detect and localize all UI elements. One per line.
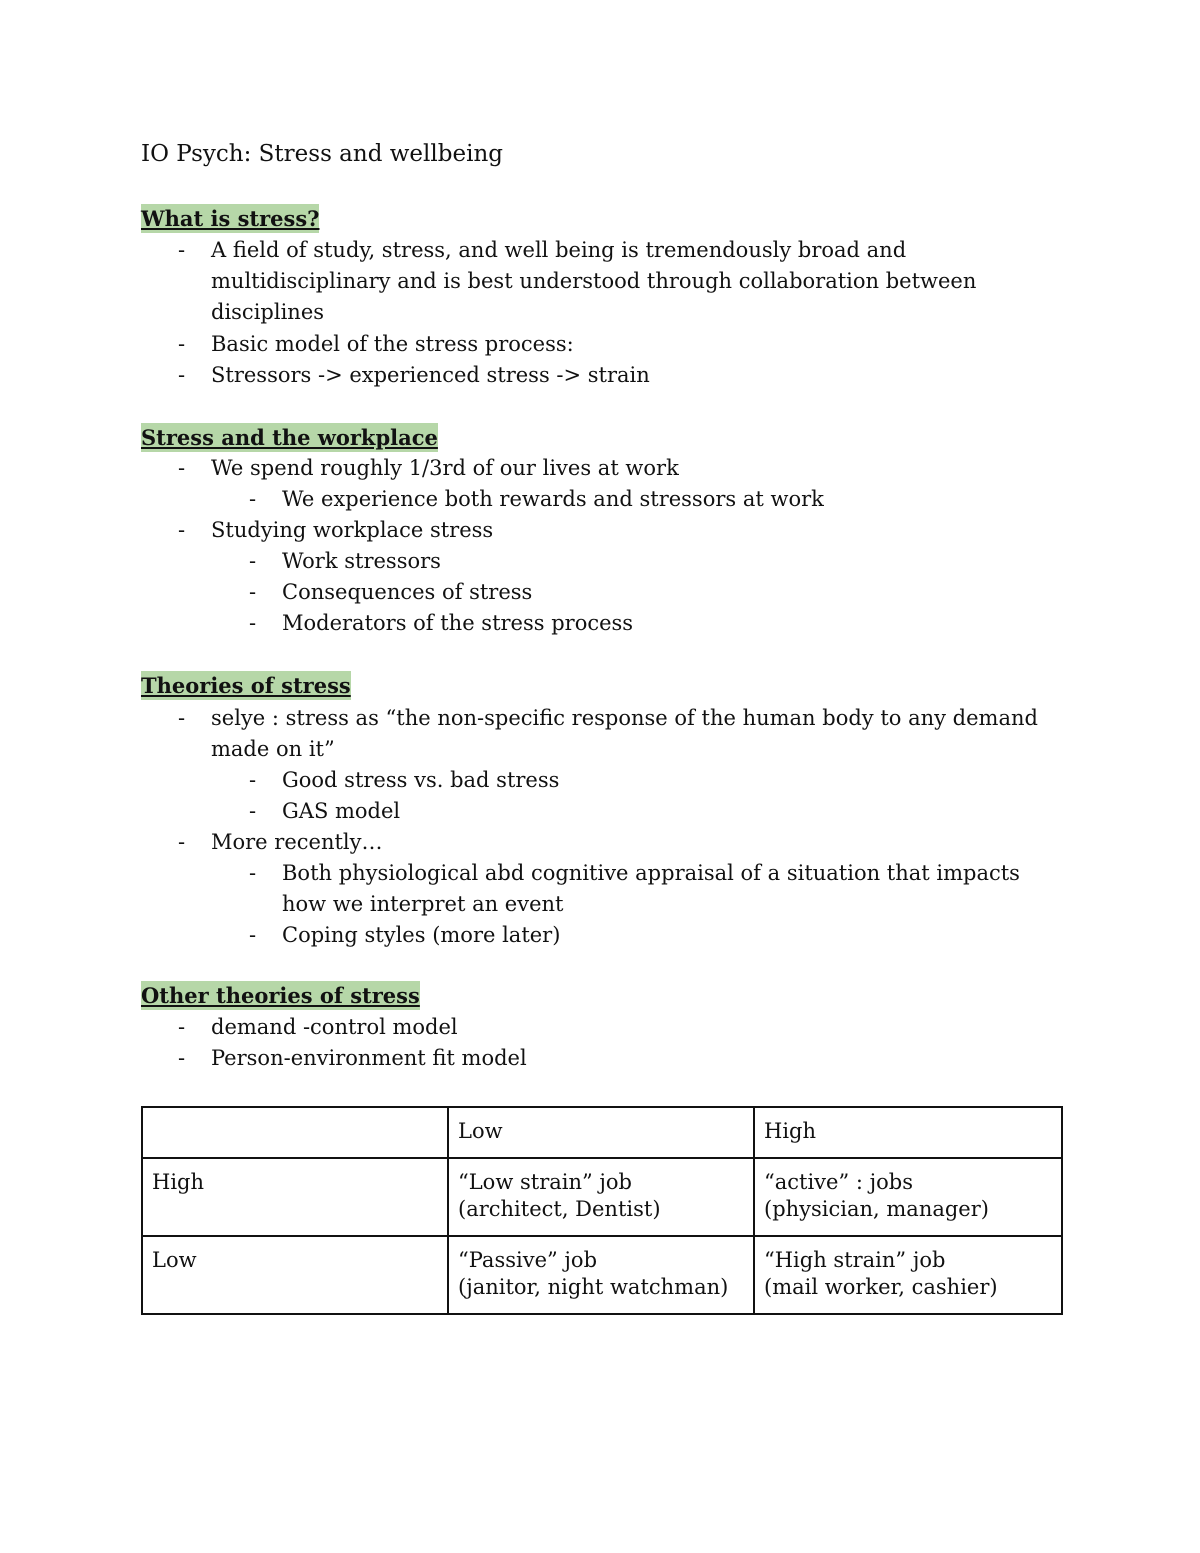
table-header-cell [142,1107,448,1158]
sub-bullet-text: Moderators of the stress process [282,611,634,635]
sub-bullet-dash: - [249,611,257,635]
table-cell [754,1236,1062,1314]
bullet-text: Studying workplace stress [211,518,494,542]
sub-bullet-dash: - [249,549,257,573]
cell-examples: (architect, Dentist) [458,1197,661,1221]
sub-bullet-text: Coping styles (more later) [282,923,561,947]
section-heading-theories-of-stress: Theories of stress [141,673,351,698]
bullet-dash: - [178,363,186,387]
bullet-text: More recently… [211,830,383,854]
cell-job-type: “active” : jobs [764,1170,913,1194]
bullet-dash: - [178,1046,186,1070]
bullet-dash: - [178,706,186,730]
bullet-text: demand -control model [211,1015,458,1039]
table-row-label: High [142,1158,448,1236]
sub-bullet-text-continued: how we interpret an event [282,892,564,916]
sub-bullet-text: We experience both rewards and stressors at work [282,487,824,511]
sub-bullet-text: Good stress vs. bad stress [282,768,560,792]
table-header-row [142,1107,1062,1158]
sub-bullet-dash: - [249,861,257,885]
table-cell [448,1158,754,1236]
bullet-dash: - [178,332,186,356]
sub-bullet-text: Both physiological abd cognitive appraisal of a situation that impacts [282,861,1020,885]
document-title: IO Psych: Stress and wellbeing [141,141,503,167]
cell-examples: (janitor, night watchman) [458,1275,729,1299]
bullet-text: We spend roughly 1/3rd of our lives at work [211,456,679,480]
cell-examples: (physician, manager) [764,1197,989,1221]
sub-bullet-dash: - [249,768,257,792]
section-heading-what-is-stress: What is stress? [141,206,320,231]
bullet-dash: - [178,1015,186,1039]
table-row [142,1158,1062,1236]
bullet-text: Person-environment fit model [211,1046,527,1070]
table-header-cell: Low [448,1107,754,1158]
bullet-dash: - [178,518,186,542]
cell-job-type: “Low strain” job [458,1170,632,1194]
bullet-text-continued: multidisciplinary and is best understood through collaboration between [211,269,977,293]
demand-control-table [141,1106,1063,1315]
bullet-dash: - [178,830,186,854]
sub-bullet-text: Consequences of stress [282,580,533,604]
table-cell [754,1158,1062,1236]
sub-bullet-dash: - [249,799,257,823]
section-heading-stress-and-workplace: Stress and the workplace [141,425,438,450]
cell-job-type: “Passive” job [458,1248,598,1272]
table-header-cell: High [754,1107,1062,1158]
section-heading-other-theories: Other theories of stress [141,983,420,1008]
bullet-text: Basic model of the stress process: [211,332,574,356]
table-row [142,1236,1062,1314]
bullet-text-continued: made on it” [211,737,335,761]
sub-bullet-text: Work stressors [282,549,441,573]
cell-examples: (mail worker, cashier) [764,1275,998,1299]
sub-bullet-text: GAS model [282,799,401,823]
sub-bullet-dash: - [249,487,257,511]
bullet-text: A field of study, stress, and well being is tremendously broad and [211,238,907,262]
bullet-text: selye : stress as “the non-specific response of the human body to any demand [211,706,1038,730]
table-cell [448,1236,754,1314]
sub-bullet-dash: - [249,923,257,947]
table-row-label: Low [142,1236,448,1314]
bullet-dash: - [178,456,186,480]
bullet-dash: - [178,238,186,262]
cell-job-type: “High strain” job [764,1248,946,1272]
sub-bullet-dash: - [249,580,257,604]
bullet-text-continued: disciplines [211,300,325,324]
bullet-text: Stressors -> experienced stress -> strain [211,363,650,387]
